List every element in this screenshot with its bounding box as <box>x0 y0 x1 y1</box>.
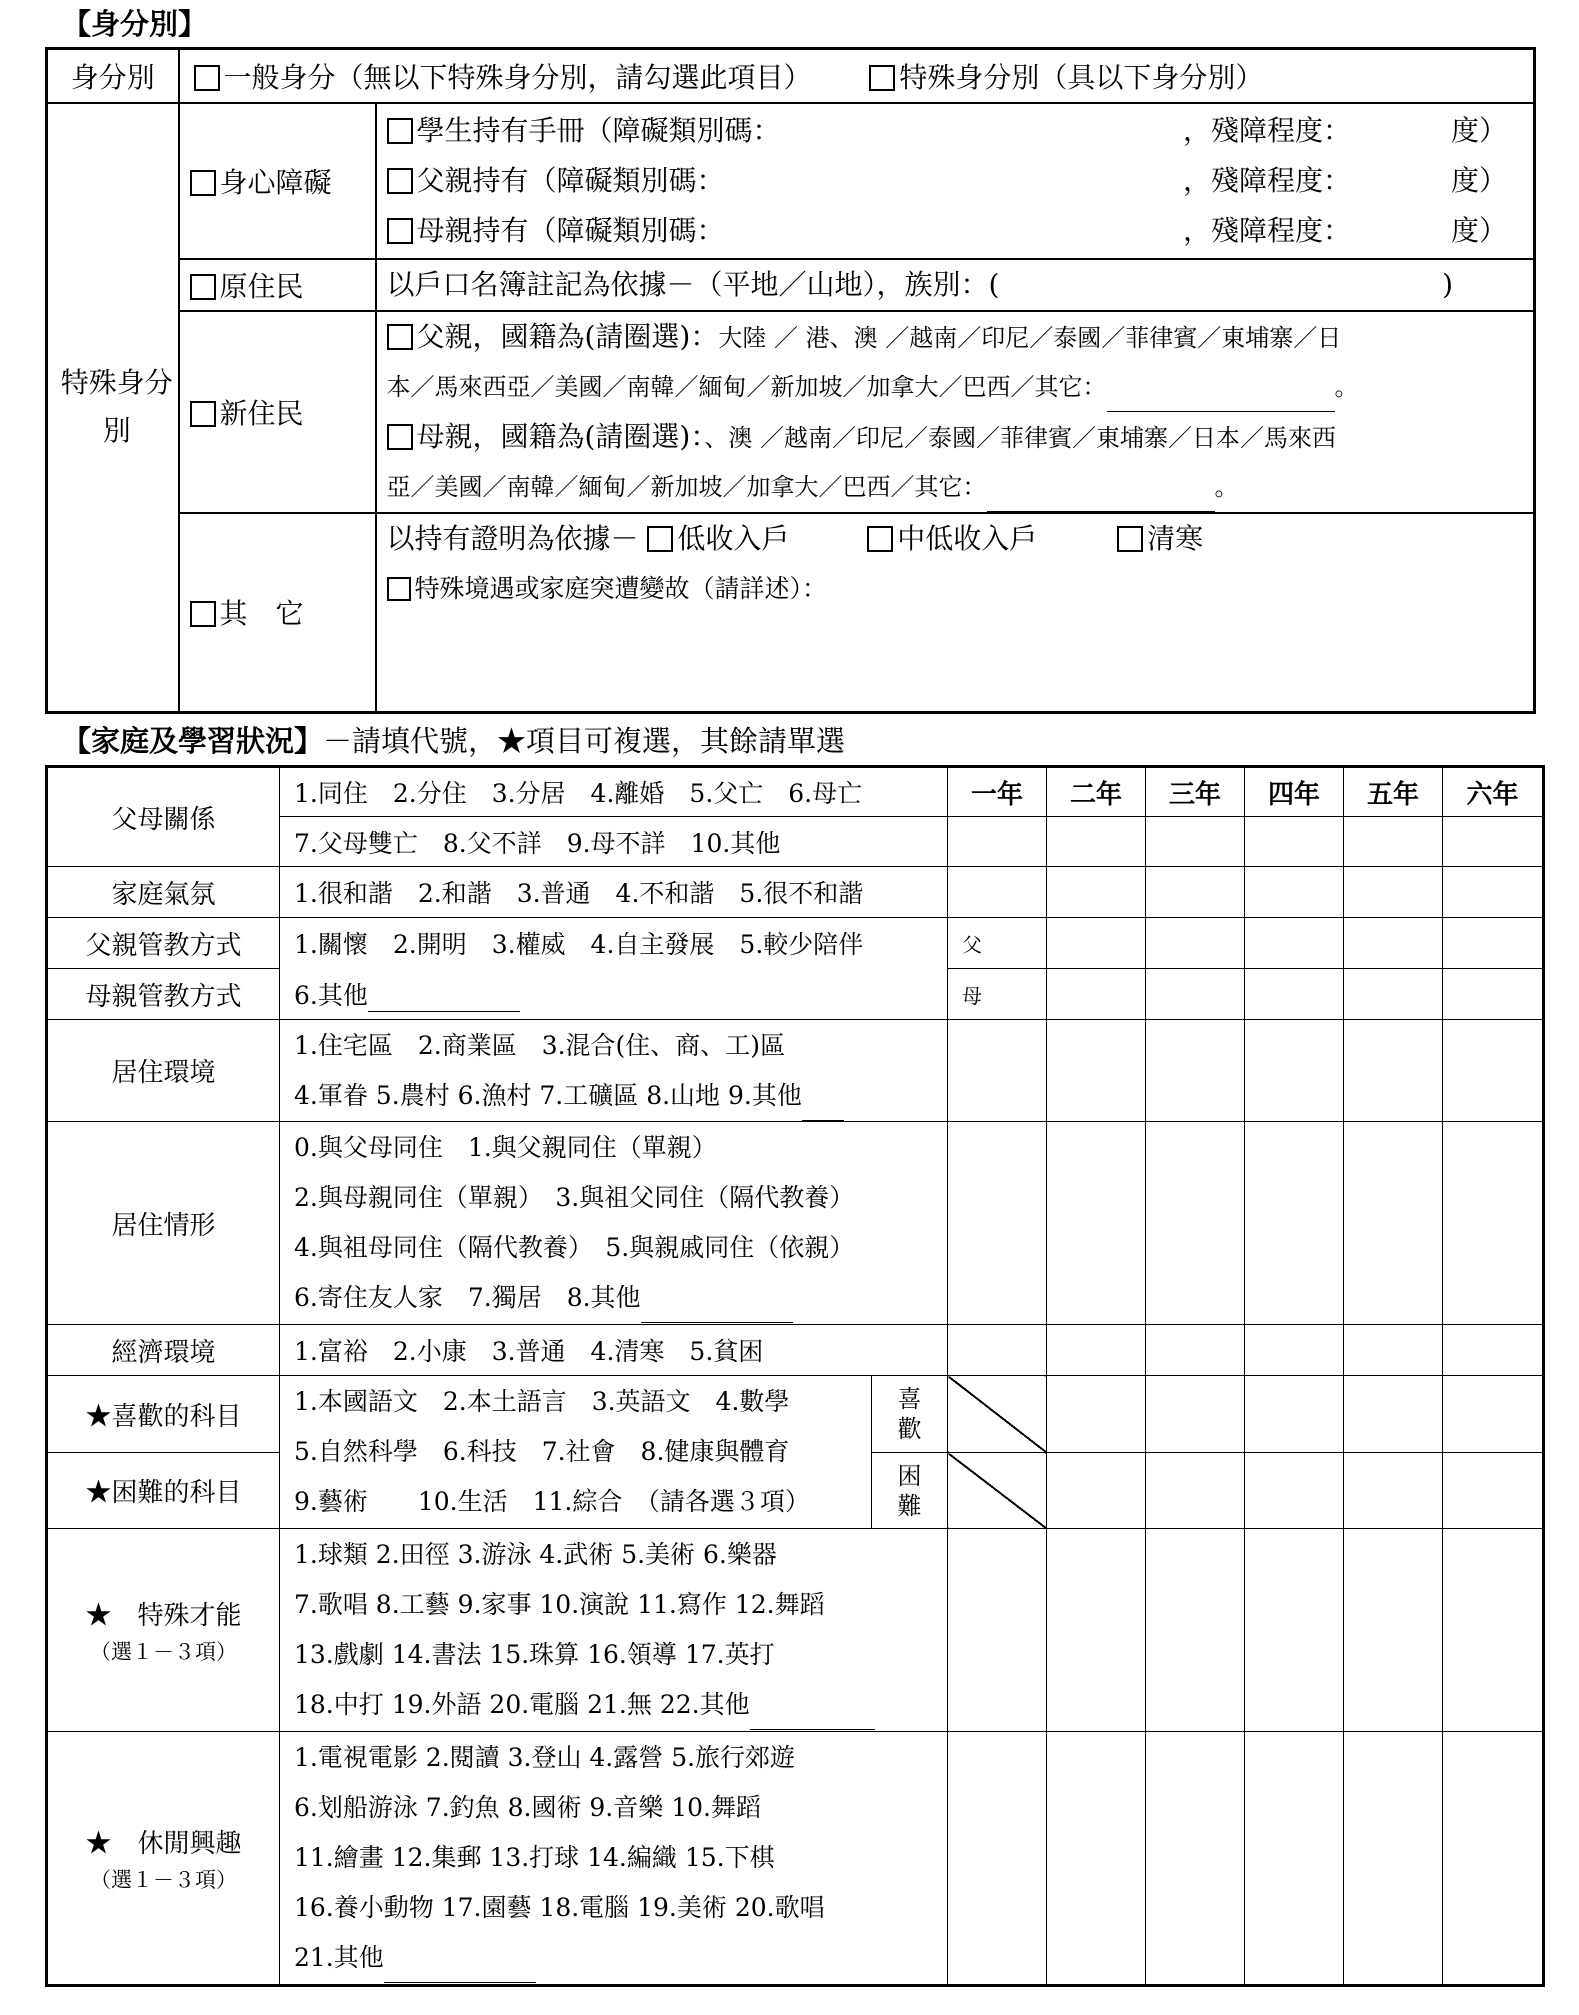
mother-period: 。 <box>1214 472 1239 501</box>
parents-relation-options-2: 7.父母雙亡 8.父不詳 9.母不詳 10.其他 <box>280 817 948 867</box>
economy-cell-2[interactable] <box>1047 1325 1146 1376</box>
living-options-2: 2.與母親同住（單親） 3.與祖父同住（隔代教養） <box>294 1183 855 1212</box>
liked-subjects-label: ★喜歡的科目 <box>47 1376 280 1453</box>
disability-father-checkbox[interactable] <box>387 168 413 194</box>
hobby-options-3: 11.繪畫 12.集郵 13.打球 14.編織 15.下棋 <box>294 1843 775 1872</box>
father-style-cell-6[interactable] <box>1443 918 1544 969</box>
mother-countries-1: 、澳 ／越南／印尼／泰國／菲律賓／東埔寨／日本／馬來西 <box>704 423 1336 452</box>
hard-subjects-cell-2[interactable] <box>1047 1453 1146 1529</box>
father-period: 。 <box>1334 372 1359 401</box>
mother-style-other-blank[interactable] <box>368 986 520 1012</box>
new-resident-label: 新住民 <box>219 396 304 430</box>
living-cell-4[interactable] <box>1245 1122 1344 1325</box>
general-identity-checkbox[interactable] <box>194 65 220 91</box>
general-identity-label: 一般身分（無以下特殊身分別，請勾選此項目） <box>223 60 812 94</box>
indigenous-label: 原住民 <box>219 269 304 303</box>
parents-relation-cell-2[interactable] <box>1047 817 1146 867</box>
disability-student-degree: ，殘障程度： <box>1182 113 1351 147</box>
environment-cell-5[interactable] <box>1344 1020 1443 1122</box>
mother-style-cell-5[interactable] <box>1344 969 1443 1020</box>
hard-tag-text: 困難 <box>897 1461 922 1520</box>
hobby-label: ★ 休閒興趣 <box>85 1828 242 1859</box>
year-2-header: 二年 <box>1047 767 1146 817</box>
environment-options-2: 4.軍眷 5.農村 6.漁村 7.工礦區 8.山地 9.其他 <box>294 1080 802 1110</box>
atmosphere-cell-2[interactable] <box>1047 867 1146 918</box>
living-options-3: 4.與祖母同住（隔代教養） 5.與親戚同住（依親） <box>294 1233 855 1262</box>
special-case-line <box>387 564 1524 614</box>
atmosphere-cell-4[interactable] <box>1245 867 1344 918</box>
mother-countries-line-2 <box>387 462 1524 512</box>
special-identity-text: 特殊身分別 <box>60 366 173 448</box>
year-3-header: 三年 <box>1146 767 1245 817</box>
disability-mother-checkbox[interactable] <box>387 218 413 244</box>
father-style-cell-4[interactable] <box>1245 918 1344 969</box>
low-income-checkbox[interactable] <box>647 526 673 552</box>
hard-subjects-cell-5[interactable] <box>1344 1453 1443 1529</box>
disability-student-line <box>387 106 1508 156</box>
parents-relation-options-1: 1.同住 2.分住 3.分居 4.離婚 5.父亡 6.母亡 <box>280 767 948 817</box>
mother-style-cell-2[interactable] <box>1047 969 1146 1020</box>
living-cell-3[interactable] <box>1146 1122 1245 1325</box>
hobby-options-1: 1.電視電影 2.閱讀 3.登山 4.露營 5.旅行郊遊 <box>294 1743 796 1772</box>
atmosphere-label: 家庭氣氛 <box>47 867 280 918</box>
hard-subjects-cell-4[interactable] <box>1245 1453 1344 1529</box>
parents-relation-label: 父母關係 <box>47 767 280 867</box>
father-countries-1: 大陸 ／ 港、澳 ／越南／印尼／泰國／菲律賓／東埔寨／日 <box>718 323 1342 352</box>
atmosphere-cell-3[interactable] <box>1146 867 1245 918</box>
indigenous-line <box>387 260 1454 310</box>
hard-subjects-cell-1-slash <box>948 1453 1047 1529</box>
hobby-other-blank[interactable] <box>384 1957 536 1983</box>
poor-checkbox[interactable] <box>1117 526 1143 552</box>
talent-options-3: 13.戲劇 14.書法 15.珠算 16.領導 17.英打 <box>294 1640 775 1669</box>
living-cell-1[interactable] <box>948 1122 1047 1325</box>
parents-relation-cell-1[interactable] <box>948 817 1047 867</box>
talent-label: ★ 特殊才能 <box>85 1600 242 1631</box>
liked-subjects-cell-2[interactable] <box>1047 1376 1146 1453</box>
other-label: 其 它 <box>219 597 304 631</box>
talent-options-4-row <box>294 1680 947 1730</box>
atmosphere-cell-5[interactable] <box>1344 867 1443 918</box>
liked-subjects-cell-1-slash <box>948 1376 1047 1453</box>
father-countries-2: 本／馬來西亞／美國／南韓／緬甸／新加坡／加拿大／巴西／其它： <box>386 372 1107 401</box>
mother-style-cell-4[interactable] <box>1245 969 1344 1020</box>
hobby-cell-3[interactable] <box>1146 1732 1245 1986</box>
low-income-label: 低收入戶 <box>677 521 790 555</box>
hard-subjects-cell-6[interactable] <box>1443 1453 1544 1529</box>
father-countries-line-2 <box>387 362 1524 412</box>
father-style-cell-3[interactable] <box>1146 918 1245 969</box>
family-section-title-text: 【家庭及學習狀況】 <box>62 724 324 758</box>
living-other-blank[interactable] <box>641 1297 793 1323</box>
father-other-blank[interactable] <box>1107 387 1335 412</box>
parents-relation-cell-5[interactable] <box>1344 817 1443 867</box>
subjects-options <box>280 1376 872 1529</box>
mother-style-label: 母親管教方式 <box>47 969 280 1020</box>
hobby-options-4: 16.養小動物 17.園藝 18.電腦 19.美術 20.歌唱 <box>294 1893 825 1922</box>
disability-father-degree: ，殘障程度： <box>1182 163 1351 197</box>
special-identity-checkbox[interactable] <box>869 65 895 91</box>
disability-mother-degree: ，殘障程度： <box>1182 213 1351 247</box>
hard-subjects-cell-3[interactable] <box>1146 1453 1245 1529</box>
indigenous-text: 以戶口名簿註記為依據－（平地／山地），族別：( <box>386 267 1000 301</box>
talent-note: （選１－３項） <box>90 1639 237 1664</box>
family-section-title <box>62 719 845 760</box>
environment-label: 居住環境 <box>47 1020 280 1122</box>
economy-cell-1[interactable] <box>948 1325 1047 1376</box>
hard-tag <box>872 1453 948 1529</box>
mother-other-blank[interactable] <box>987 487 1215 512</box>
living-options <box>280 1122 948 1325</box>
disability-father-line <box>387 156 1508 206</box>
mid-low-income-label: 中低收入戶 <box>897 521 1038 555</box>
talent-cell-5[interactable] <box>1344 1529 1443 1732</box>
father-style-options: 1.關懷 2.開明 3.權威 4.自主發展 5.較少陪伴 <box>280 918 948 969</box>
liked-tag <box>872 1376 948 1453</box>
parents-relation-cell-6[interactable] <box>1443 817 1544 867</box>
family-table <box>45 765 1545 1987</box>
certificate-basis: 以持有證明為依據－ <box>386 521 639 555</box>
year-4-header: 四年 <box>1245 767 1344 817</box>
disability-student-text: 學生持有手冊（障礙類別碼： <box>416 113 781 147</box>
environment-cell-1[interactable] <box>948 1020 1047 1122</box>
living-options-1: 0.與父母同住 1.與父親同住（單親） <box>294 1133 717 1162</box>
hobby-options-2: 6.划船游泳 7.釣魚 8.國術 9.音樂 10.舞蹈 <box>294 1793 761 1822</box>
special-identity-group-label <box>47 103 179 713</box>
mother-style-cell-6[interactable] <box>1443 969 1544 1020</box>
hobby-note: （選１－３項） <box>90 1867 237 1892</box>
environment-options-2-row <box>294 1071 947 1121</box>
parents-relation-cell-4[interactable] <box>1245 817 1344 867</box>
environment-cell-2[interactable] <box>1047 1020 1146 1122</box>
hobby-cell-1[interactable] <box>948 1732 1047 1986</box>
other-checkbox[interactable] <box>190 601 216 627</box>
identity-row-label: 身分別 <box>47 49 179 103</box>
father-style-tag: 父 <box>948 918 1047 969</box>
economy-cell-3[interactable] <box>1146 1325 1245 1376</box>
living-cell-2[interactable] <box>1047 1122 1146 1325</box>
living-label: 居住情形 <box>47 1122 280 1325</box>
talent-label-cell <box>47 1529 280 1732</box>
special-case-label: 特殊境遇或家庭突遭變故（請詳述）： <box>414 573 828 603</box>
talent-cell-4[interactable] <box>1245 1529 1344 1732</box>
disability-student-checkbox[interactable] <box>387 118 413 144</box>
father-nationality-prefix: 父親，國籍為(請圈選)： <box>416 319 719 353</box>
subjects-options-3: 9.藝術 10.生活 11.綜合 （請各選３項） <box>294 1487 810 1516</box>
year-6-header: 六年 <box>1443 767 1544 817</box>
father-nationality-line <box>387 312 1524 362</box>
disability-checkbox[interactable] <box>190 170 216 196</box>
economy-label: 經濟環境 <box>47 1325 280 1376</box>
hobby-cell-4[interactable] <box>1245 1732 1344 1986</box>
certificate-line <box>387 514 1524 564</box>
subjects-options-2: 5.自然科學 6.科技 7.社會 8.健康與體育 <box>294 1437 790 1466</box>
disability-mother-text: 母親持有（障礙類別碼： <box>416 213 725 247</box>
talent-options-1: 1.球類 2.田徑 3.游泳 4.武術 5.美術 6.樂器 <box>294 1540 777 1569</box>
father-nationality-checkbox[interactable] <box>387 324 413 350</box>
liked-subjects-cell-4[interactable] <box>1245 1376 1344 1453</box>
mother-countries-2: 亞／美國／南韓／緬甸／新加坡／加拿大／巴西／其它： <box>386 472 987 501</box>
liked-subjects-cell-6[interactable] <box>1443 1376 1544 1453</box>
disability-father-unit: 度） <box>1450 163 1507 197</box>
liked-subjects-cell-5[interactable] <box>1344 1376 1443 1453</box>
living-options-4: 6.寄住友人家 7.獨居 8.其他 <box>294 1283 641 1312</box>
talent-other-blank[interactable] <box>750 1704 875 1730</box>
family-section-note: －請填代號，★項目可複選，其餘請單選 <box>323 724 846 758</box>
economy-cell-6[interactable] <box>1443 1325 1544 1376</box>
atmosphere-cell-6[interactable] <box>1443 867 1544 918</box>
indigenous-close: ) <box>1442 267 1453 301</box>
atmosphere-cell-1[interactable] <box>948 867 1047 918</box>
disability-student-unit: 度） <box>1450 113 1507 147</box>
environment-cell-6[interactable] <box>1443 1020 1544 1122</box>
year-1-header: 一年 <box>948 767 1047 817</box>
living-cell-5[interactable] <box>1344 1122 1443 1325</box>
economy-options: 1.富裕 2.小康 3.普通 4.清寒 5.貧困 <box>280 1325 948 1376</box>
talent-cell-1[interactable] <box>948 1529 1047 1732</box>
year-5-header: 五年 <box>1344 767 1443 817</box>
environment-other-blank[interactable] <box>802 1095 844 1121</box>
mother-style-tag: 母 <box>948 969 1047 1020</box>
hobby-label-cell <box>47 1732 280 1986</box>
hobby-cell-5[interactable] <box>1344 1732 1443 1986</box>
mother-style-options <box>280 969 948 1020</box>
talent-options-2: 7.歌唱 8.工藝 9.家事 10.演說 11.寫作 12.舞蹈 <box>294 1590 825 1619</box>
disability-mother-unit: 度） <box>1450 213 1507 247</box>
hard-subjects-label: ★困難的科目 <box>47 1453 280 1529</box>
mother-style-other: 6.其他 <box>294 980 368 1010</box>
disability-mother-line <box>387 206 1508 256</box>
mother-nationality-line <box>387 412 1524 462</box>
atmosphere-options: 1.很和諧 2.和諧 3.普通 4.不和諧 5.很不和諧 <box>280 867 948 918</box>
talent-cell-2[interactable] <box>1047 1529 1146 1732</box>
economy-cell-5[interactable] <box>1344 1325 1443 1376</box>
parents-relation-cell-3[interactable] <box>1146 817 1245 867</box>
economy-cell-4[interactable] <box>1245 1325 1344 1376</box>
living-options-4-row <box>294 1273 947 1323</box>
environment-options <box>280 1020 948 1122</box>
new-resident-checkbox[interactable] <box>190 401 216 427</box>
father-style-label: 父親管教方式 <box>47 918 280 969</box>
mother-nationality-prefix: 母親，國籍為(請圈選)： <box>416 419 705 453</box>
special-case-checkbox[interactable] <box>387 577 411 601</box>
environment-cell-3[interactable] <box>1146 1020 1245 1122</box>
environment-cell-4[interactable] <box>1245 1020 1344 1122</box>
father-style-cell-5[interactable] <box>1344 918 1443 969</box>
hobby-options <box>280 1732 948 1986</box>
hobby-options-5-row <box>294 1933 947 1983</box>
environment-options-1: 1.住宅區 2.商業區 3.混合(住、商、工)區 <box>294 1030 786 1060</box>
hobby-cell-2[interactable] <box>1047 1732 1146 1986</box>
subjects-options-1: 1.本國語文 2.本土語言 3.英語文 4.數學 <box>294 1387 790 1416</box>
talent-cell-6[interactable] <box>1443 1529 1544 1732</box>
living-cell-6[interactable] <box>1443 1122 1544 1325</box>
special-identity-label: 特殊身分別（具以下身分別） <box>899 60 1264 94</box>
mother-nationality-checkbox[interactable] <box>387 424 413 450</box>
identity-section-title: 【身分別】 <box>62 7 208 41</box>
talent-options <box>280 1529 948 1732</box>
talent-cell-3[interactable] <box>1146 1529 1245 1732</box>
liked-subjects-cell-3[interactable] <box>1146 1376 1245 1453</box>
talent-options-4: 18.中打 19.外語 20.電腦 21.無 22.其他 <box>294 1690 750 1719</box>
poor-label: 清寒 <box>1147 521 1204 555</box>
liked-tag-text: 喜歡 <box>897 1385 922 1443</box>
disability-label: 身心障礙 <box>219 165 332 199</box>
mother-style-cell-3[interactable] <box>1146 969 1245 1020</box>
mid-low-income-checkbox[interactable] <box>867 526 893 552</box>
disability-father-text: 父親持有（障礙類別碼： <box>416 163 725 197</box>
hobby-cell-6[interactable] <box>1443 1732 1544 1986</box>
indigenous-checkbox[interactable] <box>190 274 216 300</box>
father-style-cell-2[interactable] <box>1047 918 1146 969</box>
identity-table <box>45 47 1536 714</box>
hobby-options-5: 21.其他 <box>294 1943 384 1972</box>
